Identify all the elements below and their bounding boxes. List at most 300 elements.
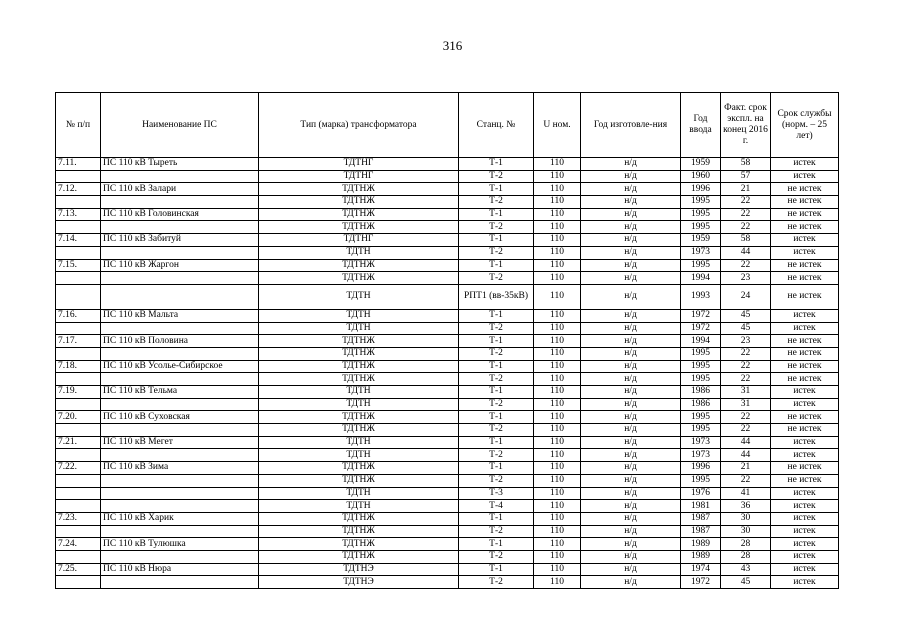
service-status-cell: не истек [771, 335, 839, 348]
transformer-table [55, 92, 839, 589]
table-row [56, 208, 839, 221]
station-number-cell: Т-3 [459, 487, 534, 500]
commission-year-cell: 1995 [681, 347, 721, 360]
transformer-type-cell: ТДТНЖ [259, 512, 459, 525]
header-cell: Год ввода [681, 93, 721, 158]
commission-year-cell: 1960 [681, 170, 721, 183]
substation-name-cell [101, 170, 259, 183]
commission-year-cell: 1981 [681, 500, 721, 513]
table-row [56, 550, 839, 563]
voltage-cell: 110 [534, 538, 581, 551]
manufacture-year-cell: н/д [581, 411, 681, 424]
substation-name-cell: ПС 110 кВ Жаргон [101, 259, 259, 272]
commission-year-cell: 1993 [681, 284, 721, 309]
voltage-cell: 110 [534, 183, 581, 196]
row-number-cell: 7.17. [56, 335, 101, 348]
manufacture-year-cell: н/д [581, 208, 681, 221]
commission-year-cell: 1994 [681, 272, 721, 285]
commission-year-cell: 1996 [681, 183, 721, 196]
table-row [56, 525, 839, 538]
table-row [56, 196, 839, 209]
service-life-cell: 22 [721, 221, 771, 234]
transformer-type-cell: ТДТНЖ [259, 208, 459, 221]
service-status-cell: истек [771, 386, 839, 399]
transformer-type-cell: ТДТНГ [259, 234, 459, 247]
service-life-cell: 43 [721, 563, 771, 576]
manufacture-year-cell: н/д [581, 424, 681, 437]
table-row [56, 411, 839, 424]
transformer-type-cell: ТДТНЖ [259, 221, 459, 234]
service-life-cell: 58 [721, 234, 771, 247]
table-row [56, 386, 839, 399]
voltage-cell: 110 [534, 221, 581, 234]
service-life-cell: 41 [721, 487, 771, 500]
voltage-cell: 110 [534, 347, 581, 360]
substation-name-cell: ПС 110 кВ Мальта [101, 309, 259, 322]
substation-name-cell [101, 221, 259, 234]
manufacture-year-cell: н/д [581, 322, 681, 335]
service-status-cell: не истек [771, 424, 839, 437]
station-number-cell: Т-1 [459, 538, 534, 551]
row-number-cell [56, 322, 101, 335]
voltage-cell: 110 [534, 386, 581, 399]
table-row [56, 487, 839, 500]
manufacture-year-cell: н/д [581, 500, 681, 513]
substation-name-cell [101, 398, 259, 411]
table-row [56, 512, 839, 525]
voltage-cell: 110 [534, 436, 581, 449]
service-life-cell: 21 [721, 183, 771, 196]
voltage-cell: 110 [534, 360, 581, 373]
station-number-cell: Т-2 [459, 322, 534, 335]
service-life-cell: 57 [721, 170, 771, 183]
service-life-cell: 22 [721, 411, 771, 424]
row-number-cell [56, 398, 101, 411]
substation-name-cell [101, 487, 259, 500]
service-status-cell: истек [771, 449, 839, 462]
substation-name-cell [101, 373, 259, 386]
service-life-cell: 23 [721, 335, 771, 348]
service-life-cell: 28 [721, 538, 771, 551]
service-status-cell: не истек [771, 411, 839, 424]
station-number-cell: Т-1 [459, 462, 534, 475]
station-number-cell: Т-1 [459, 436, 534, 449]
row-number-cell [56, 221, 101, 234]
voltage-cell: 110 [534, 208, 581, 221]
station-number-cell: Т-2 [459, 246, 534, 259]
commission-year-cell: 1987 [681, 525, 721, 538]
service-life-cell: 44 [721, 449, 771, 462]
voltage-cell: 110 [534, 246, 581, 259]
substation-name-cell: ПС 110 кВ Нюра [101, 563, 259, 576]
manufacture-year-cell: н/д [581, 525, 681, 538]
commission-year-cell: 1987 [681, 512, 721, 525]
table-row [56, 272, 839, 285]
service-life-cell: 22 [721, 259, 771, 272]
commission-year-cell: 1972 [681, 309, 721, 322]
substation-name-cell [101, 284, 259, 309]
station-number-cell: Т-2 [459, 272, 534, 285]
service-status-cell: не истек [771, 196, 839, 209]
header-cell: Тип (марка) трансформатора [259, 93, 459, 158]
transformer-type-cell: ТДТНЖ [259, 411, 459, 424]
header-cell: Срок службы (норм. – 25 лет) [771, 93, 839, 158]
transformer-type-cell: ТДТН [259, 449, 459, 462]
manufacture-year-cell: н/д [581, 335, 681, 348]
voltage-cell: 110 [534, 335, 581, 348]
row-number-cell: 7.16. [56, 309, 101, 322]
service-status-cell: истек [771, 538, 839, 551]
row-number-cell [56, 272, 101, 285]
row-number-cell [56, 170, 101, 183]
transformer-type-cell: ТДТНЖ [259, 462, 459, 475]
table-row [56, 424, 839, 437]
transformer-type-cell: ТДТНГ [259, 170, 459, 183]
commission-year-cell: 1995 [681, 411, 721, 424]
table-row [56, 322, 839, 335]
transformer-type-cell: ТДТНЖ [259, 550, 459, 563]
transformer-type-cell: ТДТНЭ [259, 563, 459, 576]
station-number-cell: Т-2 [459, 449, 534, 462]
station-number-cell: Т-1 [459, 309, 534, 322]
service-status-cell: не истек [771, 373, 839, 386]
substation-name-cell: ПС 110 кВ Головинская [101, 208, 259, 221]
row-number-cell: 7.21. [56, 436, 101, 449]
transformer-type-cell: ТДТН [259, 436, 459, 449]
station-number-cell: Т-1 [459, 360, 534, 373]
transformer-type-cell: ТДТНЖ [259, 347, 459, 360]
manufacture-year-cell: н/д [581, 474, 681, 487]
service-status-cell: не истек [771, 221, 839, 234]
commission-year-cell: 1995 [681, 221, 721, 234]
transformer-type-cell: ТДТН [259, 284, 459, 309]
voltage-cell: 110 [534, 272, 581, 285]
manufacture-year-cell: н/д [581, 158, 681, 171]
manufacture-year-cell: н/д [581, 436, 681, 449]
voltage-cell: 110 [534, 550, 581, 563]
service-status-cell: не истек [771, 462, 839, 475]
service-status-cell: истек [771, 398, 839, 411]
commission-year-cell: 1972 [681, 322, 721, 335]
header-cell: № п/п [56, 93, 101, 158]
transformer-type-cell: ТДТНЖ [259, 424, 459, 437]
voltage-cell: 110 [534, 284, 581, 309]
service-life-cell: 45 [721, 309, 771, 322]
table-row [56, 462, 839, 475]
station-number-cell: Т-1 [459, 259, 534, 272]
substation-name-cell [101, 550, 259, 563]
row-number-cell: 7.13. [56, 208, 101, 221]
manufacture-year-cell: н/д [581, 284, 681, 309]
service-status-cell: истек [771, 500, 839, 513]
voltage-cell: 110 [534, 500, 581, 513]
commission-year-cell: 1986 [681, 386, 721, 399]
substation-name-cell: ПС 110 кВ Мегет [101, 436, 259, 449]
service-status-cell: не истек [771, 183, 839, 196]
voltage-cell: 110 [534, 373, 581, 386]
voltage-cell: 110 [534, 259, 581, 272]
service-status-cell: истек [771, 563, 839, 576]
service-life-cell: 44 [721, 436, 771, 449]
header-cell: Год изготовле-ния [581, 93, 681, 158]
row-number-cell [56, 347, 101, 360]
transformer-type-cell: ТДТН [259, 386, 459, 399]
commission-year-cell: 1995 [681, 360, 721, 373]
table-row [56, 360, 839, 373]
service-life-cell: 45 [721, 322, 771, 335]
manufacture-year-cell: н/д [581, 563, 681, 576]
station-number-cell: Т-1 [459, 335, 534, 348]
service-status-cell: не истек [771, 284, 839, 309]
service-status-cell: не истек [771, 360, 839, 373]
row-number-cell [56, 474, 101, 487]
station-number-cell: Т-1 [459, 512, 534, 525]
row-number-cell: 7.12. [56, 183, 101, 196]
station-number-cell: Т-2 [459, 170, 534, 183]
station-number-cell: Т-2 [459, 221, 534, 234]
header-cell: Факт. срок экспл. на конец 2016 г. [721, 93, 771, 158]
manufacture-year-cell: н/д [581, 487, 681, 500]
service-status-cell: истек [771, 170, 839, 183]
row-number-cell [56, 424, 101, 437]
row-number-cell [56, 449, 101, 462]
voltage-cell: 110 [534, 424, 581, 437]
transformer-type-cell: ТДТНЖ [259, 196, 459, 209]
voltage-cell: 110 [534, 449, 581, 462]
voltage-cell: 110 [534, 487, 581, 500]
service-life-cell: 24 [721, 284, 771, 309]
table-row [56, 309, 839, 322]
service-status-cell: истек [771, 436, 839, 449]
voltage-cell: 110 [534, 563, 581, 576]
table-row [56, 563, 839, 576]
substation-name-cell: ПС 110 кВ Харик [101, 512, 259, 525]
commission-year-cell: 1995 [681, 474, 721, 487]
service-status-cell: истек [771, 550, 839, 563]
service-life-cell: 31 [721, 398, 771, 411]
manufacture-year-cell: н/д [581, 449, 681, 462]
voltage-cell: 110 [534, 158, 581, 171]
service-life-cell: 22 [721, 360, 771, 373]
manufacture-year-cell: н/д [581, 170, 681, 183]
commission-year-cell: 1959 [681, 234, 721, 247]
row-number-cell: 7.20. [56, 411, 101, 424]
service-status-cell: истек [771, 525, 839, 538]
voltage-cell: 110 [534, 196, 581, 209]
station-number-cell: Т-1 [459, 386, 534, 399]
table-row [56, 436, 839, 449]
service-life-cell: 36 [721, 500, 771, 513]
row-number-cell: 7.18. [56, 360, 101, 373]
transformer-type-cell: ТДТНЖ [259, 373, 459, 386]
transformer-type-cell: ТДТНЖ [259, 538, 459, 551]
substation-name-cell [101, 576, 259, 589]
row-number-cell [56, 525, 101, 538]
service-status-cell: истек [771, 576, 839, 589]
station-number-cell: Т-1 [459, 158, 534, 171]
row-number-cell [56, 196, 101, 209]
substation-name-cell [101, 424, 259, 437]
row-number-cell: 7.23. [56, 512, 101, 525]
row-number-cell [56, 576, 101, 589]
row-number-cell [56, 373, 101, 386]
service-life-cell: 22 [721, 347, 771, 360]
commission-year-cell: 1989 [681, 538, 721, 551]
station-number-cell: Т-1 [459, 183, 534, 196]
commission-year-cell: 1986 [681, 398, 721, 411]
service-status-cell: не истек [771, 259, 839, 272]
station-number-cell: Т-2 [459, 525, 534, 538]
table-row [56, 538, 839, 551]
row-number-cell [56, 284, 101, 309]
substation-name-cell [101, 500, 259, 513]
transformer-type-cell: ТДТНЖ [259, 272, 459, 285]
service-life-cell: 30 [721, 512, 771, 525]
manufacture-year-cell: н/д [581, 221, 681, 234]
manufacture-year-cell: н/д [581, 550, 681, 563]
row-number-cell: 7.11. [56, 158, 101, 171]
station-number-cell: Т-1 [459, 411, 534, 424]
manufacture-year-cell: н/д [581, 538, 681, 551]
commission-year-cell: 1994 [681, 335, 721, 348]
table-row [56, 576, 839, 589]
station-number-cell: Т-1 [459, 234, 534, 247]
row-number-cell [56, 487, 101, 500]
substation-name-cell [101, 322, 259, 335]
service-status-cell: истек [771, 246, 839, 259]
commission-year-cell: 1995 [681, 259, 721, 272]
commission-year-cell: 1996 [681, 462, 721, 475]
voltage-cell: 110 [534, 322, 581, 335]
table-body [56, 158, 839, 589]
row-number-cell [56, 500, 101, 513]
table-row [56, 246, 839, 259]
station-number-cell: Т-2 [459, 550, 534, 563]
voltage-cell: 110 [534, 576, 581, 589]
voltage-cell: 110 [534, 512, 581, 525]
table-row [56, 183, 839, 196]
transformer-type-cell: ТДТНЭ [259, 576, 459, 589]
commission-year-cell: 1973 [681, 449, 721, 462]
voltage-cell: 110 [534, 462, 581, 475]
transformer-type-cell: ТДТН [259, 500, 459, 513]
station-number-cell: Т-1 [459, 563, 534, 576]
manufacture-year-cell: н/д [581, 398, 681, 411]
manufacture-year-cell: н/д [581, 373, 681, 386]
manufacture-year-cell: н/д [581, 259, 681, 272]
service-life-cell: 28 [721, 550, 771, 563]
commission-year-cell: 1974 [681, 563, 721, 576]
table-row [56, 234, 839, 247]
voltage-cell: 110 [534, 234, 581, 247]
transformer-type-cell: ТДТН [259, 309, 459, 322]
station-number-cell: Т-2 [459, 576, 534, 589]
manufacture-year-cell: н/д [581, 512, 681, 525]
service-life-cell: 21 [721, 462, 771, 475]
voltage-cell: 110 [534, 411, 581, 424]
substation-name-cell: ПС 110 кВ Усолье-Сибирское [101, 360, 259, 373]
commission-year-cell: 1995 [681, 424, 721, 437]
substation-name-cell: ПС 110 кВ Суховская [101, 411, 259, 424]
voltage-cell: 110 [534, 309, 581, 322]
station-number-cell: Т-2 [459, 398, 534, 411]
service-life-cell: 44 [721, 246, 771, 259]
manufacture-year-cell: н/д [581, 272, 681, 285]
table-row [56, 221, 839, 234]
header-cell: Станц. № [459, 93, 534, 158]
service-status-cell: истек [771, 158, 839, 171]
service-status-cell: истек [771, 322, 839, 335]
transformer-type-cell: ТДТНЖ [259, 183, 459, 196]
voltage-cell: 110 [534, 170, 581, 183]
substation-name-cell [101, 272, 259, 285]
row-number-cell: 7.22. [56, 462, 101, 475]
manufacture-year-cell: н/д [581, 576, 681, 589]
manufacture-year-cell: н/д [581, 360, 681, 373]
commission-year-cell: 1976 [681, 487, 721, 500]
transformer-type-cell: ТДТН [259, 398, 459, 411]
substation-name-cell [101, 246, 259, 259]
substation-name-cell: ПС 110 кВ Тыреть [101, 158, 259, 171]
table-row [56, 373, 839, 386]
substation-name-cell: ПС 110 кВ Зима [101, 462, 259, 475]
service-life-cell: 31 [721, 386, 771, 399]
service-life-cell: 45 [721, 576, 771, 589]
manufacture-year-cell: н/д [581, 246, 681, 259]
service-status-cell: не истек [771, 208, 839, 221]
row-number-cell: 7.14. [56, 234, 101, 247]
transformer-type-cell: ТДТН [259, 322, 459, 335]
row-number-cell: 7.15. [56, 259, 101, 272]
table-row [56, 500, 839, 513]
voltage-cell: 110 [534, 398, 581, 411]
table-row [56, 158, 839, 171]
page-number: 316 [442, 38, 463, 53]
substation-name-cell: ПС 110 кВ Тулюшка [101, 538, 259, 551]
station-number-cell: Т-2 [459, 347, 534, 360]
table-row [56, 170, 839, 183]
service-status-cell: не истек [771, 474, 839, 487]
table-row [56, 335, 839, 348]
row-number-cell: 7.19. [56, 386, 101, 399]
transformer-type-cell: ТДТН [259, 246, 459, 259]
service-life-cell: 23 [721, 272, 771, 285]
row-number-cell: 7.25. [56, 563, 101, 576]
row-number-cell [56, 550, 101, 563]
manufacture-year-cell: н/д [581, 234, 681, 247]
row-number-cell: 7.24. [56, 538, 101, 551]
substation-name-cell: ПС 110 кВ Тельма [101, 386, 259, 399]
commission-year-cell: 1973 [681, 436, 721, 449]
manufacture-year-cell: н/д [581, 462, 681, 475]
service-life-cell: 22 [721, 196, 771, 209]
header-row [56, 93, 839, 158]
substation-name-cell [101, 347, 259, 360]
voltage-cell: 110 [534, 525, 581, 538]
commission-year-cell: 1989 [681, 550, 721, 563]
substation-name-cell [101, 525, 259, 538]
transformer-type-cell: ТДТНЖ [259, 474, 459, 487]
substation-name-cell [101, 196, 259, 209]
table-row [56, 259, 839, 272]
service-life-cell: 22 [721, 373, 771, 386]
table-row [56, 347, 839, 360]
voltage-cell: 110 [534, 474, 581, 487]
station-number-cell: Т-2 [459, 474, 534, 487]
station-number-cell: Т-2 [459, 196, 534, 209]
service-status-cell: истек [771, 487, 839, 500]
substation-name-cell [101, 474, 259, 487]
